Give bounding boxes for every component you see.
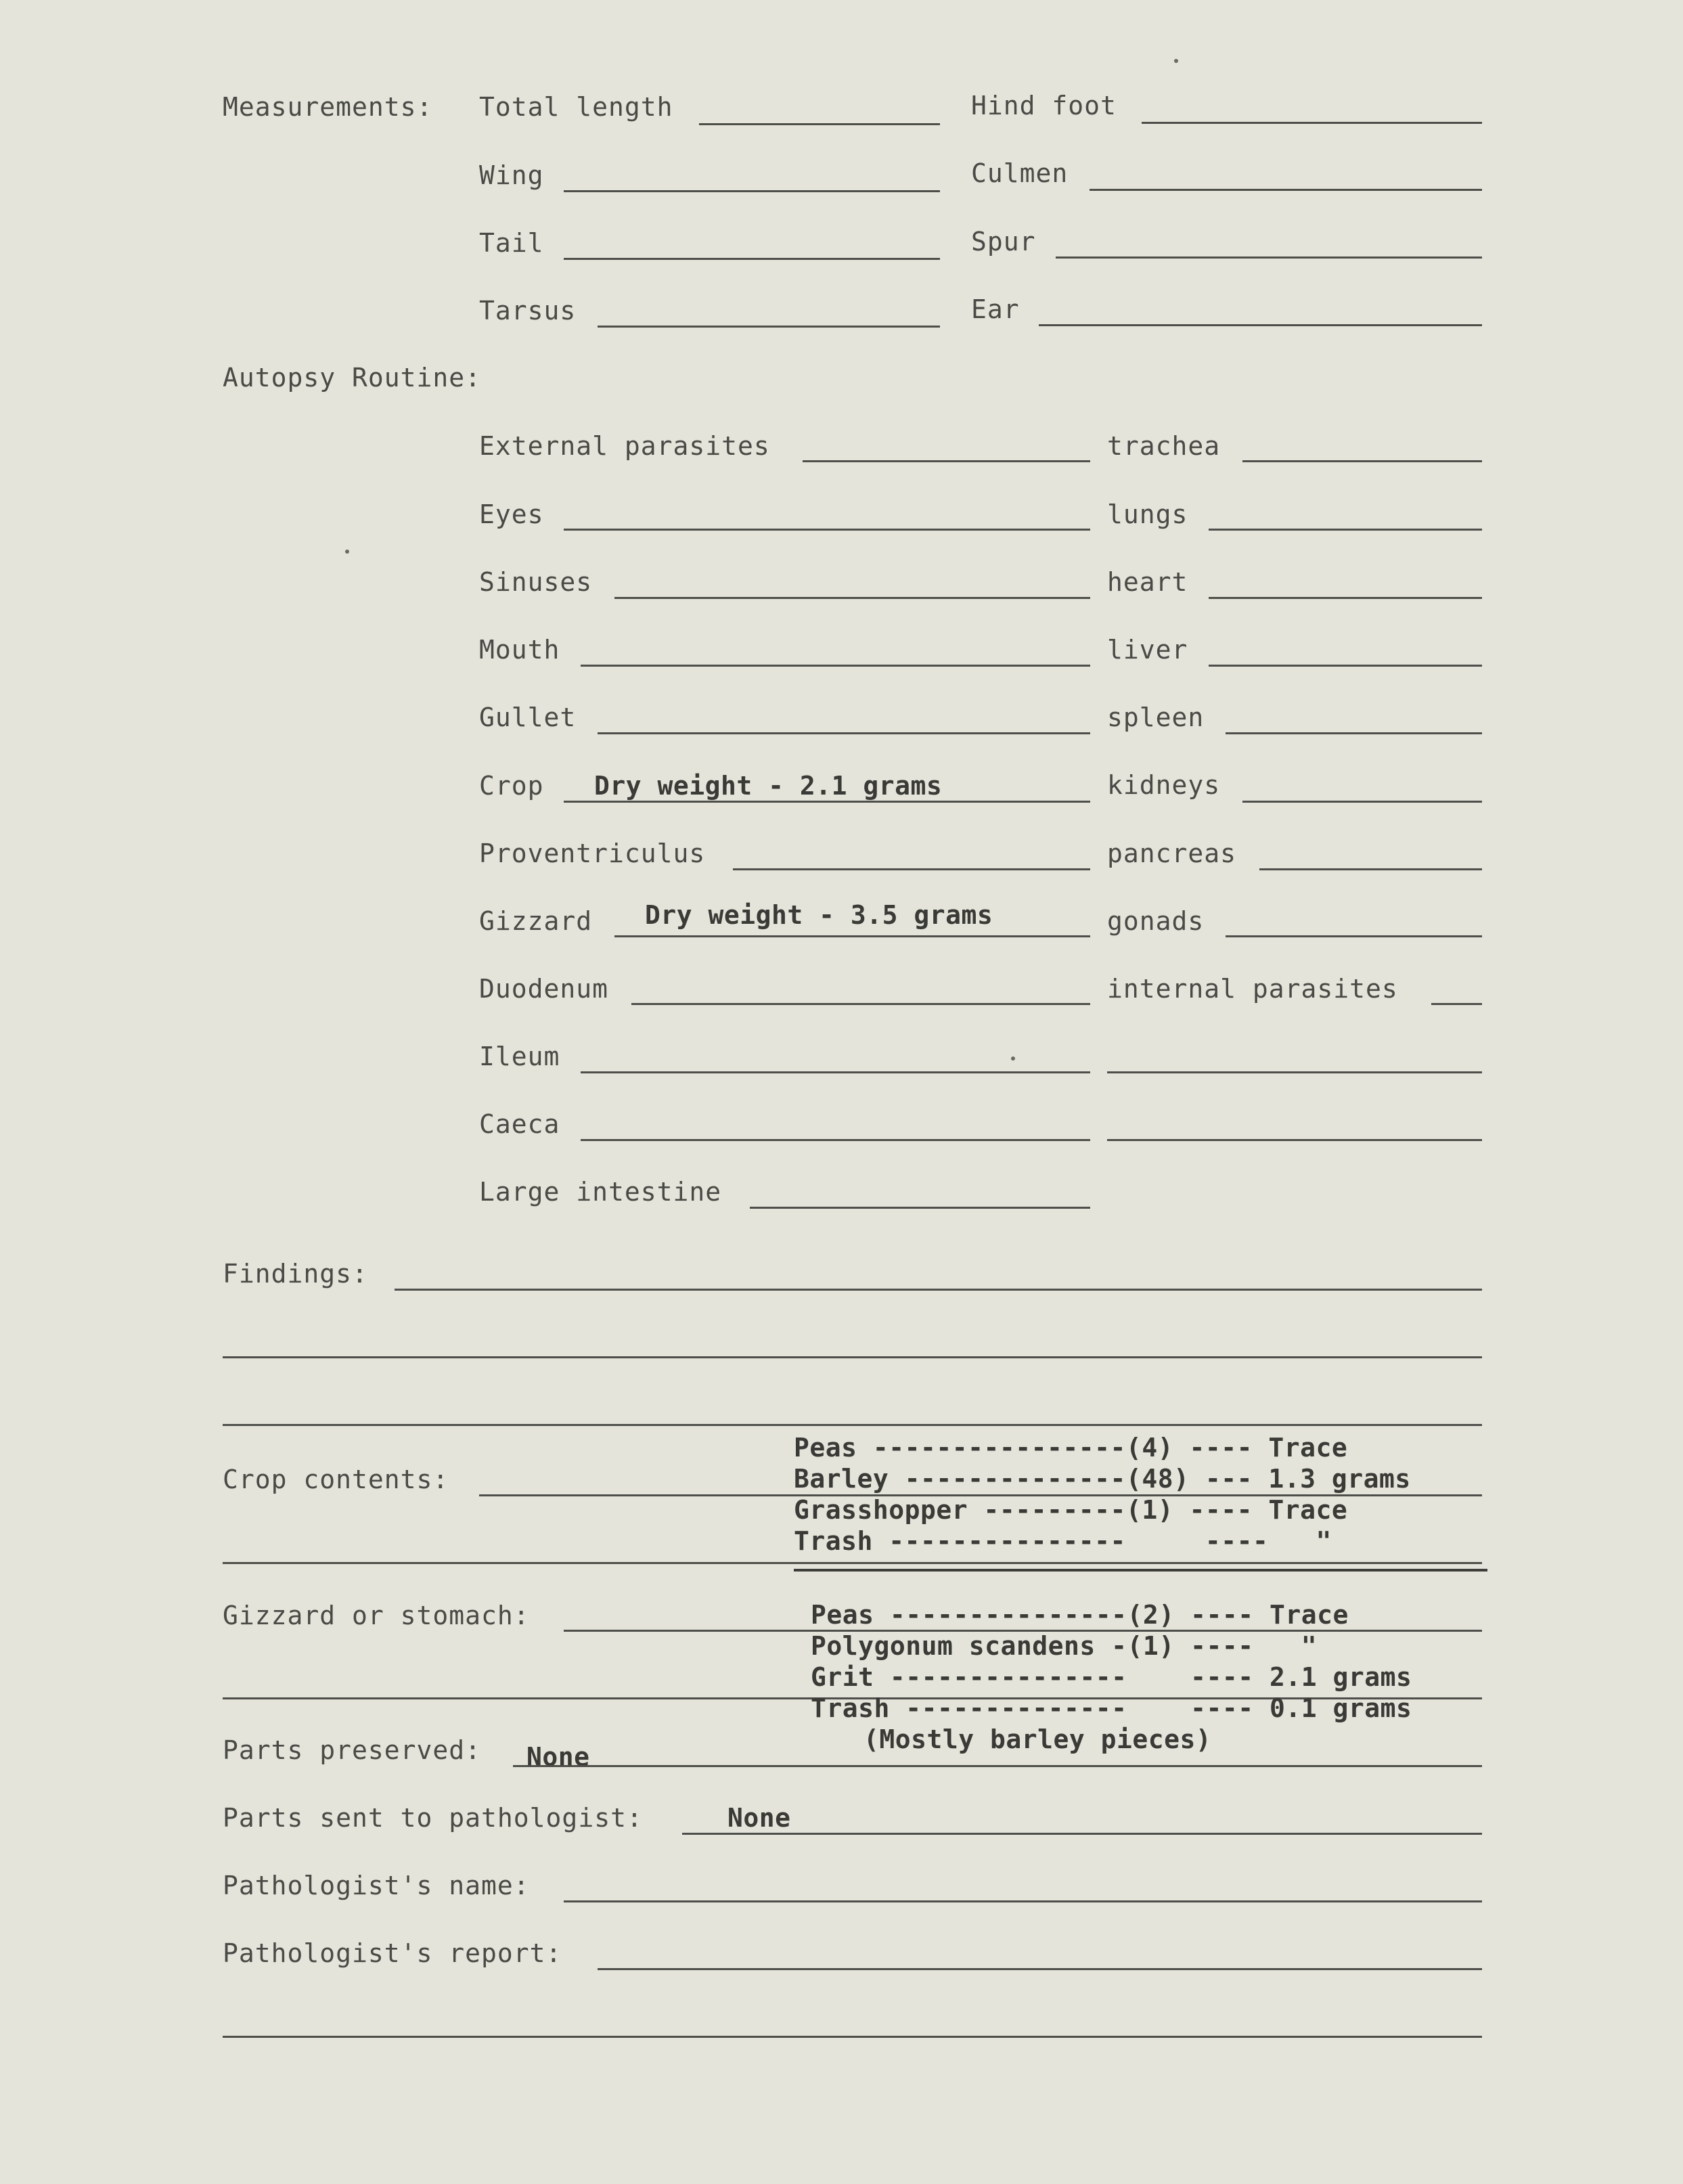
lungs-field[interactable] — [1209, 529, 1482, 531]
sinuses-field[interactable] — [614, 597, 1090, 599]
crop-contents-row-trash: Trash --------------- ---- " — [794, 1526, 1332, 1556]
parts-preserved-label: Parts preserved: — [223, 1735, 482, 1765]
kidneys-field[interactable] — [1242, 801, 1482, 803]
extra-field-2[interactable] — [1107, 1139, 1482, 1141]
tail-label: Tail — [479, 228, 544, 258]
gizzard-row-polygonum: Polygonum scandens -(1) ---- " — [811, 1631, 1318, 1661]
trachea-label: trachea — [1107, 431, 1221, 461]
parts-sent-field[interactable] — [682, 1833, 1482, 1835]
gullet-label: Gullet — [479, 703, 577, 732]
pathologist-report-field-2[interactable] — [223, 2036, 1482, 2038]
culmen-label: Culmen — [971, 158, 1069, 188]
spleen-field[interactable] — [1226, 732, 1482, 734]
parts-sent-value: None — [727, 1803, 791, 1833]
kidneys-label: kidneys — [1107, 770, 1221, 800]
mouth-field[interactable] — [581, 665, 1090, 667]
internal-parasites-label: internal parasites — [1107, 974, 1398, 1004]
total-length-field[interactable] — [699, 123, 940, 125]
gizzard-stomach-label: Gizzard or stomach: — [223, 1601, 530, 1630]
ileum-field[interactable] — [581, 1071, 1090, 1073]
spur-field[interactable] — [1056, 257, 1482, 259]
extra-field-1[interactable] — [1107, 1071, 1482, 1073]
gizzard-value: Dry weight - 3.5 grams — [645, 900, 993, 930]
tarsus-label: Tarsus — [479, 296, 577, 326]
eyes-label: Eyes — [479, 499, 544, 529]
paper-speck — [1174, 59, 1178, 63]
heart-field[interactable] — [1209, 597, 1482, 599]
spleen-label: spleen — [1107, 703, 1205, 732]
gonads-label: gonads — [1107, 906, 1205, 936]
ear-field[interactable] — [1039, 324, 1482, 326]
hind-foot-label: Hind foot — [971, 91, 1117, 120]
proventriculus-label: Proventriculus — [479, 839, 706, 868]
gizzard-row-peas: Peas ---------------(2) ---- Trace — [811, 1600, 1349, 1630]
gizzard-field[interactable] — [614, 935, 1090, 937]
ileum-label: Ileum — [479, 1042, 560, 1071]
paper-speck — [1011, 1056, 1015, 1061]
crop-contents-row-peas: Peas ----------------(4) ---- Trace — [794, 1433, 1348, 1463]
gizzard-row-grit: Grit --------------- ---- 2.1 grams — [811, 1662, 1412, 1692]
findings-field[interactable] — [395, 1289, 1482, 1291]
crop-contents-field-2[interactable] — [223, 1562, 1482, 1564]
gizzard-row-trash: Trash -------------- ---- 0.1 grams — [811, 1693, 1412, 1723]
crop-contents-label: Crop contents: — [223, 1465, 449, 1494]
large-intestine-field[interactable] — [750, 1207, 1090, 1209]
lungs-label: lungs — [1107, 499, 1188, 529]
crop-contents-underline — [794, 1569, 1487, 1572]
autopsy-heading: Autopsy Routine: — [223, 363, 482, 393]
crop-field[interactable] — [564, 801, 1090, 803]
pathologist-name-label: Pathologist's name: — [223, 1871, 530, 1900]
caeca-field[interactable] — [581, 1139, 1090, 1141]
gonads-field[interactable] — [1226, 935, 1482, 937]
crop-contents-row-grasshopper: Grasshopper ---------(1) ---- Trace — [794, 1495, 1348, 1525]
liver-label: liver — [1107, 635, 1188, 665]
pathologist-report-label: Pathologist's report: — [223, 1938, 562, 1968]
duodenum-label: Duodenum — [479, 974, 609, 1004]
liver-field[interactable] — [1209, 665, 1482, 667]
tail-field[interactable] — [564, 258, 940, 260]
proventriculus-field[interactable] — [733, 868, 1090, 870]
gizzard-label: Gizzard — [479, 906, 593, 936]
tarsus-field[interactable] — [598, 326, 940, 328]
trachea-field[interactable] — [1242, 460, 1482, 462]
parts-preserved-value: None — [526, 1742, 590, 1772]
gullet-field[interactable] — [598, 732, 1090, 734]
parts-sent-label: Parts sent to pathologist: — [223, 1803, 643, 1833]
heart-label: heart — [1107, 567, 1188, 597]
caeca-label: Caeca — [479, 1109, 560, 1139]
pathologist-name-field[interactable] — [564, 1900, 1482, 1902]
wing-field[interactable] — [564, 190, 940, 192]
parts-preserved-field[interactable] — [513, 1765, 1482, 1767]
measurements-heading: Measurements: — [223, 92, 433, 122]
ear-label: Ear — [971, 294, 1020, 324]
findings-field-3[interactable] — [223, 1424, 1482, 1426]
external-parasites-label: External parasites — [479, 431, 770, 461]
large-intestine-label: Large intestine — [479, 1177, 722, 1207]
sinuses-label: Sinuses — [479, 567, 593, 597]
eyes-field[interactable] — [564, 529, 1090, 531]
external-parasites-field[interactable] — [803, 460, 1090, 462]
findings-label: Findings: — [223, 1259, 368, 1289]
findings-field-2[interactable] — [223, 1356, 1482, 1358]
gizzard-note: (Mostly barley pieces) — [863, 1724, 1212, 1754]
internal-parasites-field[interactable] — [1431, 1003, 1482, 1005]
total-length-label: Total length — [479, 92, 673, 122]
paper-speck — [345, 550, 349, 554]
crop-value: Dry weight - 2.1 grams — [594, 771, 943, 801]
pancreas-field[interactable] — [1259, 868, 1482, 870]
wing-label: Wing — [479, 160, 544, 190]
culmen-field[interactable] — [1090, 189, 1482, 191]
hind-foot-field[interactable] — [1142, 122, 1482, 124]
pathologist-report-field[interactable] — [598, 1968, 1482, 1970]
mouth-label: Mouth — [479, 635, 560, 665]
crop-contents-row-barley: Barley --------------(48) --- 1.3 grams — [794, 1464, 1411, 1494]
spur-label: Spur — [971, 227, 1036, 257]
duodenum-field[interactable] — [631, 1003, 1090, 1005]
pancreas-label: pancreas — [1107, 839, 1237, 868]
crop-label: Crop — [479, 771, 544, 801]
